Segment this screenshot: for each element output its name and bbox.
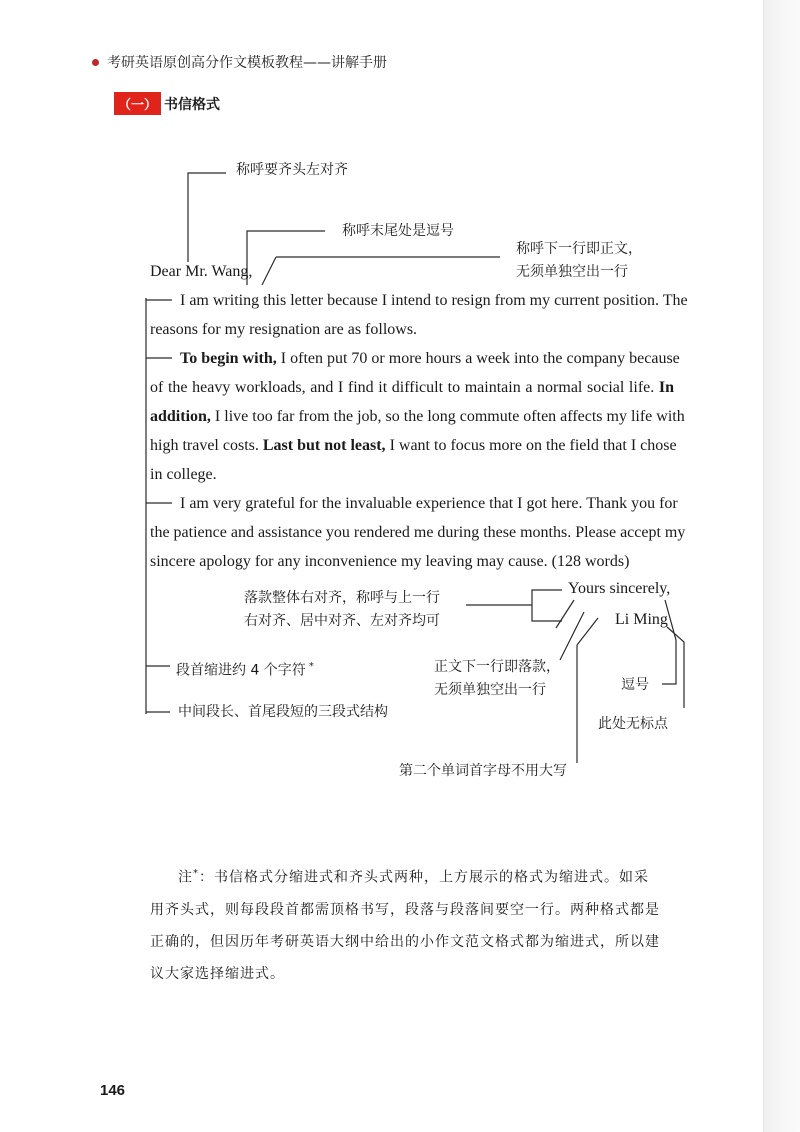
annotation-no-capital: 第二个单词首字母不用大写 [399, 763, 567, 779]
annotation-comma-label: 逗号 [621, 677, 649, 693]
letter-p1-line2: reasons for my resignation are as follows. [150, 321, 418, 338]
letter-p2-line5: in college. [150, 466, 217, 483]
note-text: ：书信格式分缩进式和齐头式两种，上方展示的格式为缩进式。如采用齐头式，则每段段首都需顶格书写，段落与段落间要空一行。两种格式都是正确的，但因历年考研英语大纲中给出的小作文范文格式都为缩进式，所以建议大家选择缩进式。 [150, 869, 660, 982]
note-label: 注 [178, 869, 193, 886]
annotation-body-after-1: 称呼下一行即正文， [516, 241, 642, 257]
salutation-comma-connector [247, 231, 325, 285]
annotation-salutation-comma: 称呼末尾处是逗号 [342, 223, 454, 239]
letter-p2-line2-rest: of the heavy workloads, and I find it difficult to maintain a normal social life. [150, 379, 659, 396]
letter-p2-line1-bold: To begin with, [180, 350, 277, 367]
signoff-after-connector [556, 600, 574, 628]
salutation: Dear Mr. Wang, [150, 263, 253, 280]
closing: Yours sincerely, [568, 580, 671, 597]
annotation-signoff-align-1: 落款整体右对齐，称呼与上一行 [244, 590, 440, 606]
salutation-align-connector [188, 173, 226, 262]
header-text: 考研英语原创高分作文模板教程——讲解手册 [107, 55, 387, 71]
signature: Li Ming [615, 611, 668, 628]
letter-p2-line2-bold: In [658, 379, 674, 396]
letter-p1-line1: I am writing this letter because I intend to resign from my current position. The [180, 292, 688, 309]
annotation-body-after-2: 无须单独空出一行 [516, 264, 628, 280]
letter-p2-line2 [150, 373, 674, 402]
annotation-signoff-after-1: 正文下一行即落款， [434, 659, 560, 675]
page-number: 146 [100, 1082, 126, 1099]
annotation-signoff-after-2: 无须单独空出一行 [434, 682, 546, 698]
letter-p2-line1-rest: I often put 70 or more hours a week into the company because [276, 350, 680, 367]
letter-p2-line3-rest: I live too far from the job, so the long commute often affects my life with [210, 408, 685, 425]
annotation-indent-mark: * [308, 661, 314, 672]
letter-p3-line2: the patience and assistance you rendered me during these months. Please accept my [150, 524, 686, 541]
letter-p2-line4-rest: I want to focus more on the field that I chose [385, 437, 677, 454]
letter-p2-line4-bold: Last but not least, [262, 437, 386, 454]
letter-p2-line3-bold: addition, [150, 408, 211, 425]
letter-p3-line3: sincere apology for any inconvenience my leaving may cause. (128 words) [150, 553, 630, 570]
section-number: （一） [114, 92, 161, 115]
annotation-no-punct: 此处无标点 [598, 716, 668, 732]
letter-p2-line3 [150, 402, 685, 431]
note-paragraph [150, 858, 660, 990]
annotation-salutation-align: 称呼要齐头左对齐 [236, 162, 348, 178]
letter-p2-line4 [150, 431, 677, 460]
annotation-indent-text: 段首缩进约 4 个字符 [176, 662, 306, 679]
annotation-structure: 中间段长、首尾段短的三段式结构 [178, 704, 388, 720]
annotation-signoff-align-2: 右对齐、居中对齐、左对齐均可 [244, 613, 440, 629]
section-title: 书信格式 [164, 96, 221, 113]
annotation-indent [176, 655, 314, 683]
letter-p2-line4-pre: high travel costs. [150, 437, 263, 454]
note-mark: * [193, 868, 199, 879]
letter-p2-line1 [180, 344, 680, 373]
letter-p3-line1: I am very grateful for the invaluable experience that I got here. Thank you for [180, 495, 678, 512]
